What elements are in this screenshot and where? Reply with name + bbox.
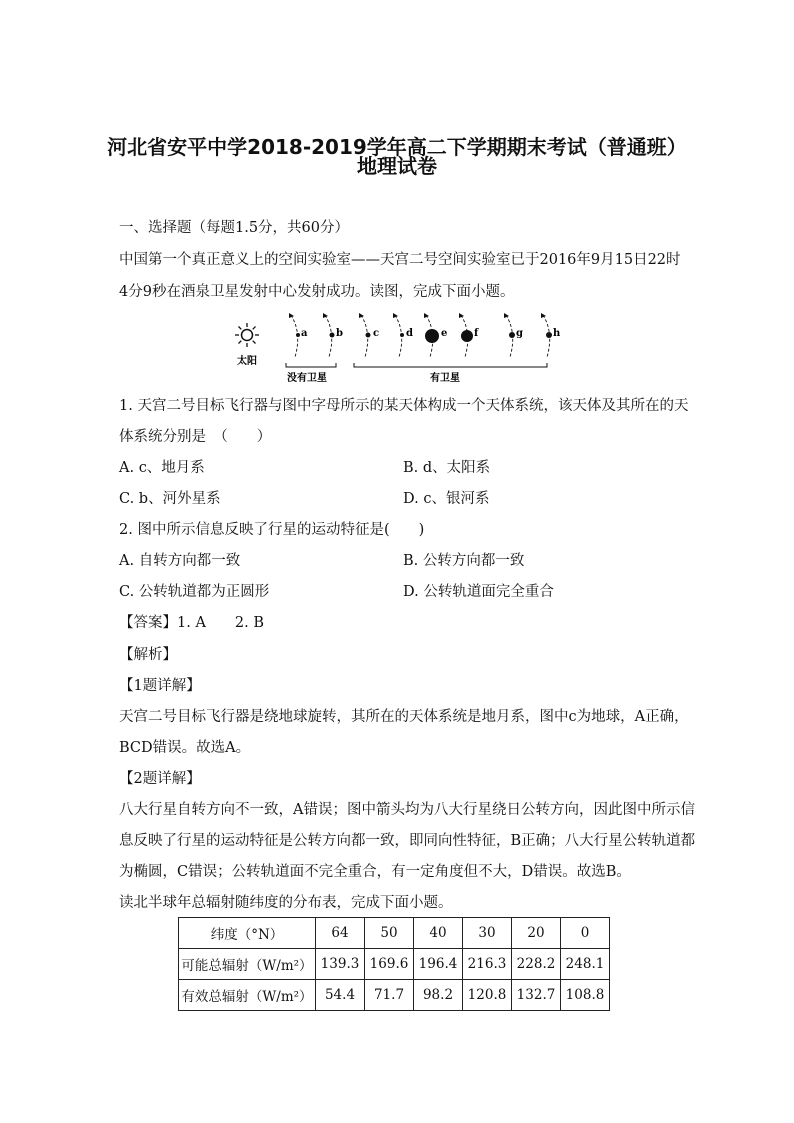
- answer-line: 【答案】1. A 2. B: [119, 615, 265, 631]
- bracket-moon: [354, 363, 547, 367]
- table-cell: 40: [414, 918, 463, 949]
- q1-stem-line-2: 体系统分别是 （ ）: [119, 429, 272, 445]
- radiation-table: [178, 917, 610, 1011]
- table-cell: 196.4: [414, 949, 463, 980]
- table-cell: 64: [316, 918, 365, 949]
- detail2-line-1: 八大行星自转方向不一致，A错误；图中箭头均为八大行星绕日公转方向，因此图中所示信: [119, 802, 695, 818]
- letter-g: g: [516, 328, 523, 339]
- table-cell: 纬度（°N）: [179, 918, 316, 949]
- letter-a: a: [301, 328, 308, 339]
- table-header-row: [179, 918, 610, 949]
- q1-option-d: D. c、银河系: [403, 491, 490, 507]
- detail1-line-1: 天宫二号目标飞行器是绕地球旋转，其所在的天体系统是地月系，图中c为地球，A正确，: [119, 709, 689, 725]
- table-row: [179, 949, 610, 980]
- planet-f: [461, 330, 473, 342]
- solar-system-figure: [228, 311, 568, 387]
- table-cell: 139.3: [316, 949, 365, 980]
- table-row: [179, 980, 610, 1011]
- intro-line-2: 4分9秒在酒泉卫星发射中心发射成功。读图，完成下面小题。: [119, 284, 515, 300]
- table-cell: 20: [512, 918, 561, 949]
- table-cell: 120.8: [463, 980, 512, 1011]
- sun-icon: [235, 323, 259, 347]
- label-no-moon: 没有卫星: [287, 373, 327, 384]
- detail1-heading: 【1题详解】: [119, 678, 201, 694]
- q1-option-b: B. d、太阳系: [403, 460, 491, 476]
- planet-d: [400, 333, 404, 337]
- planet-a: [296, 333, 300, 337]
- table-cell: 132.7: [512, 980, 561, 1011]
- letter-f: f: [474, 328, 479, 339]
- detail2-line-3: 为椭圆，C错误；公转轨道面不完全重合，有一定角度但不大，D错误。故选B。: [119, 864, 631, 880]
- table-cell: 216.3: [463, 949, 512, 980]
- planet-h: [546, 332, 552, 338]
- table-cell: 可能总辐射（W/m²）: [179, 949, 316, 980]
- planet-c: [366, 333, 371, 338]
- table-intro: 读北半球年总辐射随纬度的分布表，完成下面小题。: [119, 895, 453, 911]
- exam-title-line1: 河北省安平中学2018-2019学年高二下学期期末考试（普通班）: [107, 135, 687, 159]
- letter-d: d: [406, 328, 413, 339]
- table-cell: 71.7: [365, 980, 414, 1011]
- table-cell: 169.6: [365, 949, 414, 980]
- table-cell: 248.1: [561, 949, 610, 980]
- bracket-no-moon: [286, 363, 336, 367]
- detail2-heading: 【2题详解】: [119, 771, 201, 787]
- table-cell: 54.4: [316, 980, 365, 1011]
- table-cell: 30: [463, 918, 512, 949]
- intro-line-1: 中国第一个真正意义上的空间实验室——天宫二号空间实验室已于2016年9月15日22时: [119, 252, 681, 268]
- detail2-line-2: 息反映了行星的运动特征是公转方向都一致，即同向性特征，B正确；八大行星公转轨道都: [119, 833, 696, 849]
- planet-b: [330, 333, 335, 338]
- label-moon: 有卫星: [430, 373, 460, 384]
- table-cell: 108.8: [561, 980, 610, 1011]
- table-cell: 有效总辐射（W/m²）: [179, 980, 316, 1011]
- letter-c: c: [373, 328, 380, 339]
- letter-h: h: [553, 328, 561, 339]
- table-cell: 50: [365, 918, 414, 949]
- exam-title-line2: 地理试卷: [357, 154, 437, 178]
- letter-b: b: [336, 328, 343, 339]
- q2-option-b: B. 公转方向都一致: [403, 553, 525, 569]
- section-heading: 一、选择题（每题1.5分，共60分）: [119, 220, 350, 236]
- q2-option-a: A. 自转方向都一致: [119, 553, 241, 569]
- detail1-line-2: BCD错误。故选A。: [119, 740, 251, 756]
- planet-e: [425, 329, 439, 343]
- q1-stem-line-1: 1. 天宫二号目标飞行器与图中字母所示的某天体构成一个天体系统，该天体及其所在的天: [119, 398, 689, 414]
- q1-option-a: A. c、地月系: [119, 460, 205, 476]
- analysis-heading: 【解析】: [119, 647, 177, 663]
- q2-stem: 2. 图中所示信息反映了行星的运动特征是( ): [119, 522, 425, 538]
- sun-label: 太阳: [237, 356, 257, 367]
- table-cell: 0: [561, 918, 610, 949]
- table-cell: 98.2: [414, 980, 463, 1011]
- table-cell: 228.2: [512, 949, 561, 980]
- q2-option-d: D. 公转轨道面完全重合: [403, 584, 554, 600]
- planet-g: [509, 332, 515, 338]
- q2-option-c: C. 公转轨道都为正圆形: [119, 584, 270, 600]
- q1-option-c: C. b、河外星系: [119, 491, 221, 507]
- letter-e: e: [441, 328, 448, 339]
